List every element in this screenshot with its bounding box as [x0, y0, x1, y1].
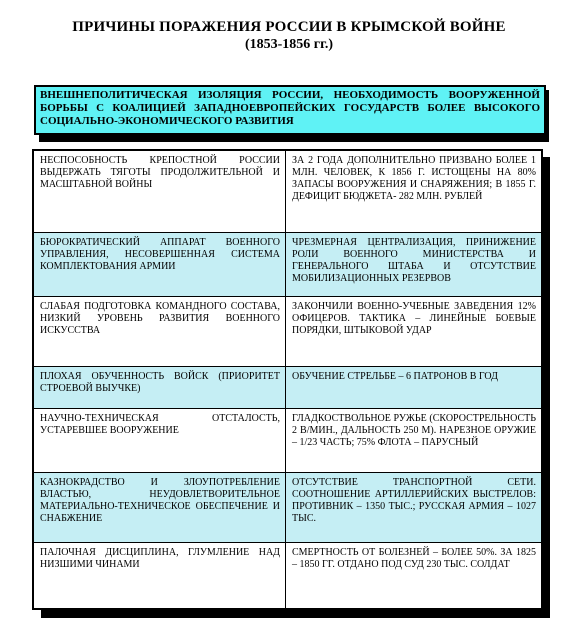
table-row	[34, 473, 541, 543]
table-row	[34, 297, 541, 367]
page-subtitle: (1853-1856 гг.)	[244, 37, 334, 52]
detail-cell: СМЕРТНОСТЬ ОТ БОЛЕЗНЕЙ – БОЛЕЕ 50%. ЗА 1825 – 1850 ГГ. ОТДАНО ПОД СУД 230 ТЫС. СОЛДАТ	[292, 547, 536, 570]
cause-cell: НАУЧНО-ТЕХНИЧЕСКАЯ ОТСТАЛОСТЬ, УСТАРЕВШЕЕ ВООРУЖЕНИЕ	[34, 409, 286, 472]
detail-cell: ЗА 2 ГОДА ДОПОЛНИТЕЛЬНО ПРИЗВАНО БОЛЕЕ 1 МЛН. ЧЕЛОВЕК, К 1856 Г. ИСТОЩЕНЫ НА 80% ЗАПАСЫ ВООРУЖЕНИЯ И СНАРЯЖЕНИЯ; В 1855 Г. ДЕФИЦИТ БЮДЖЕТА- 282 МЛН. РУБЛЕЙ	[292, 155, 536, 202]
detail-cell: ОБУЧЕНИЕ СТРЕЛЬБЕ – 6 ПАТРОНОВ В ГОД	[292, 371, 498, 382]
page-title: ПРИЧИНЫ ПОРАЖЕНИЯ РОССИИ В КРЫМСКОЙ ВОЙНЕ	[72, 19, 506, 35]
cause-cell: ПАЛОЧНАЯ ДИСЦИПЛИНА, ГЛУМЛЕНИЕ НАД НИЗШИМИ ЧИНАМИ	[34, 543, 286, 608]
table-row	[34, 409, 541, 473]
detail-cell: ЗАКОНЧИЛИ ВОЕННО-УЧЕБНЫЕ ЗАВЕДЕНИЯ 12% ОФИЦЕРОВ. ТАКТИКА – ЛИНЕЙНЫЕ БОЕВЫЕ ПОРЯДКИ, ШТЫКОВОЙ УДАР	[292, 301, 536, 336]
table-row	[34, 151, 541, 233]
cause-cell: БЮРОКРАТИЧЕСКИЙ АППАРАТ ВОЕННОГО УПРАВЛЕНИЯ, НЕСОВЕРШЕННАЯ СИСТЕМА КОМПЛЕКТОВАНИЯ АРМИИ	[34, 233, 286, 296]
cause-cell: НЕСПОСОБНОСТЬ КРЕПОСТНОЙ РОССИИ ВЫДЕРЖАТЬ ТЯГОТЫ ПРОДОЛЖИТЕЛЬНОЙ И МАСШТАБНОЙ ВОЙНЫ	[34, 151, 286, 232]
detail-cell: ОТСУТСТВИЕ ТРАНСПОРТНОЙ СЕТИ. СООТНОШЕНИЕ АРТИЛЛЕРИЙСКИХ ВЫСТРЕЛОВ: ПРОТИВНИК – 1350 ТЫС.; РУССКАЯ АРМИЯ – 1027 ТЫС.	[292, 477, 536, 524]
header-box: ВНЕШНЕПОЛИТИЧЕСКАЯ ИЗОЛЯЦИЯ РОССИИ, НЕОБХОДИМОСТЬ ВООРУЖЕННОЙ БОРЬБЫ С КОАЛИЦИЕЙ ЗАПАДНОЕВРОПЕЙСКИХ ГОСУДАРСТВ БОЛЕЕ ВЫСОКОГО СОЦИАЛЬНО-ЭКОНОМИЧЕСКОГО РАЗВИТИЯ	[34, 85, 546, 135]
causes-table	[32, 149, 543, 610]
detail-cell: ЧРЕЗМЕРНАЯ ЦЕНТРАЛИЗАЦИЯ, ПРИНИЖЕНИЕ РОЛИ ВОЕННОГО МИНИСТЕРСТВА И ГЕНЕРАЛЬНОГО ШТАБА И ОТСУТСТВИЕ МОБИЛИЗАЦИОННЫХ РЕЗЕРВОВ	[292, 237, 536, 284]
cause-cell: СЛАБАЯ ПОДГОТОВКА КОМАНДНОГО СОСТАВА, НИЗКИЙ УРОВЕНЬ РАЗВИТИЯ ВОЕННОГО ИСКУССТВА	[34, 297, 286, 366]
cause-cell: КАЗНОКРАДСТВО И ЗЛОУПОТРЕБЛЕНИЕ ВЛАСТЬЮ, НЕУДОВЛЕТВОРИТЕЛЬНОЕ МАТЕРИАЛЬНО-ТЕХНИЧЕСКОЕ ОБЕСПЕЧЕНИЕ И СНАБЖЕНИЕ	[34, 473, 286, 542]
detail-cell: ГЛАДКОСТВОЛЬНОЕ РУЖЬЕ (СКОРОСТРЕЛЬНОСТЬ 2 В/МИН., ДАЛЬНОСТЬ 250 М). НАРЕЗНОЕ ОРУЖИЕ – 1/23 ЧАСТЬ; 75% ФЛОТА – ПАРУСНЫЙ	[292, 413, 536, 448]
table-row	[34, 543, 541, 608]
cause-cell: ПЛОХАЯ ОБУЧЕННОСТЬ ВОЙСК (ПРИОРИТЕТ СТРОЕВОЙ ВЫУЧКЕ)	[34, 367, 286, 408]
table-row	[34, 233, 541, 297]
table-row	[34, 367, 541, 409]
